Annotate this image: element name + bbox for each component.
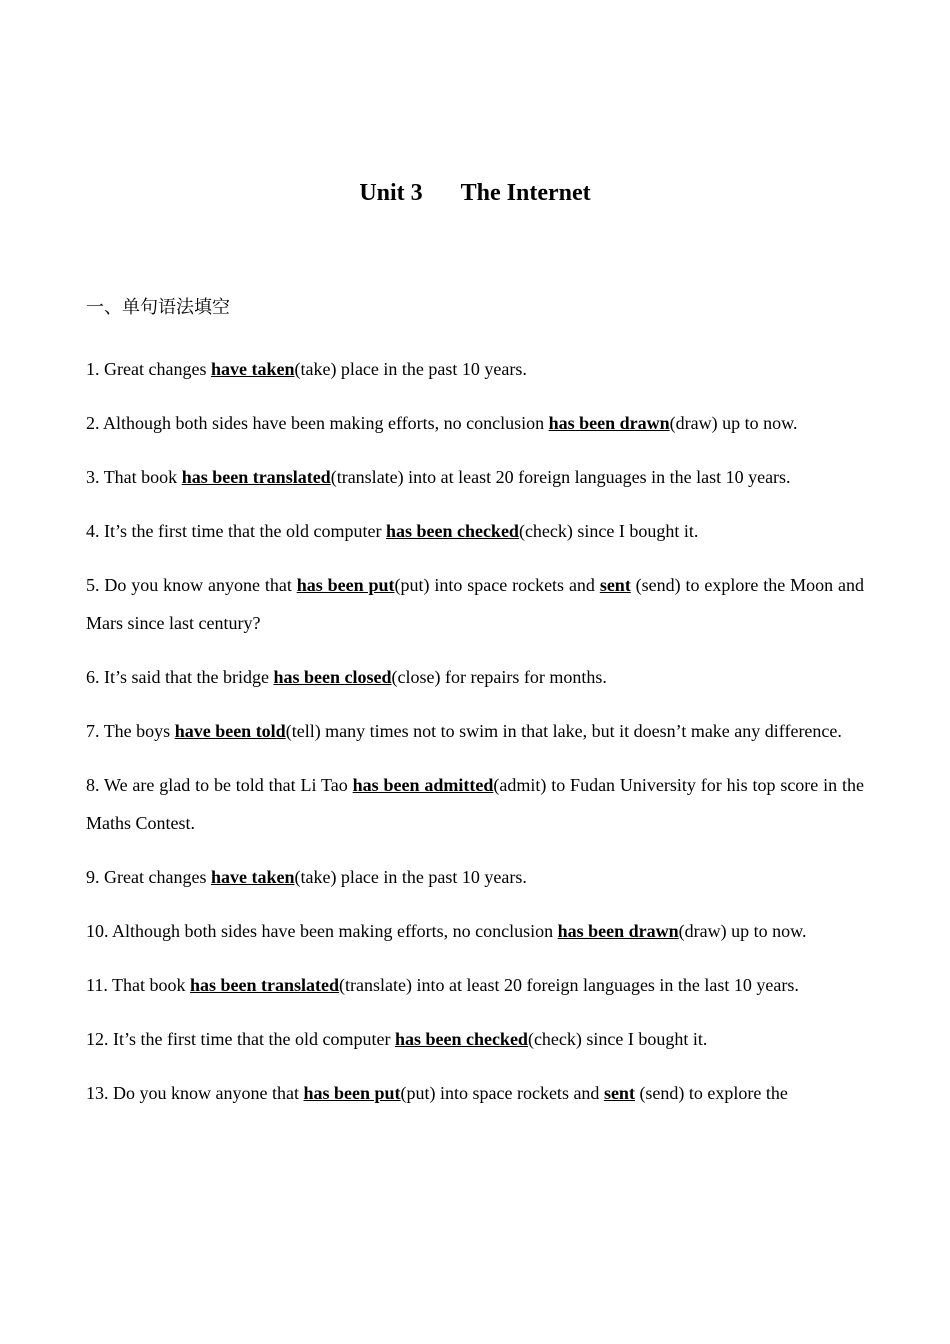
- sentence-text: (send) to explore the Moon and Mars since last century?: [86, 575, 864, 633]
- exercise-item: [86, 658, 864, 696]
- exercise-number: 13.: [86, 1083, 109, 1103]
- exercise-number: 3.: [86, 467, 100, 487]
- sentence-text: (put) into space rockets and: [394, 575, 600, 595]
- section-heading: 一、单句语法填空: [86, 297, 230, 318]
- answer-text: has been drawn: [548, 413, 670, 433]
- exercise-item: [86, 458, 864, 496]
- exercise-item: [86, 404, 864, 442]
- sentence-text: (admit) to Fudan University for his top score in the Maths Contest.: [86, 775, 864, 833]
- exercise-number: 2.: [86, 413, 100, 433]
- answer-text: sent: [603, 1083, 635, 1103]
- sentence-text: (translate) into at least 20 foreign languages in the last 10 years.: [339, 975, 799, 995]
- exercise-number: 11.: [86, 975, 108, 995]
- exercise-number: 8.: [86, 775, 100, 795]
- sentence-text: (send) to explore the: [634, 1083, 788, 1103]
- exercise-item: [86, 966, 864, 1004]
- sentence-text: The boys: [103, 721, 175, 741]
- sentence-text: (translate) into at least 20 foreign languages in the last 10 years.: [330, 467, 791, 487]
- sentence-text: Although both sides have been making efforts, no conclusion: [112, 921, 558, 941]
- answer-text: have taken: [210, 867, 295, 887]
- exercise-item: [86, 766, 864, 842]
- title-name: The Internet: [460, 180, 591, 206]
- sentence-text: (put) into space rockets and: [400, 1083, 604, 1103]
- sentence-text: (tell) many times not to swim in that lake, but it doesn’t make any difference.: [285, 721, 842, 741]
- exercise-item: [86, 858, 864, 896]
- sentence-text: It’s the first time that the old computer: [104, 521, 386, 541]
- sentence-text: (check) since I bought it.: [527, 1029, 708, 1049]
- exercise-number: 1.: [86, 359, 100, 379]
- sentence-text: Although both sides have been making efforts, no conclusion: [103, 413, 549, 433]
- answer-text: has been put: [303, 1083, 401, 1103]
- answer-text: has been drawn: [557, 921, 679, 941]
- sentence-text: It’s said that the bridge: [104, 667, 274, 687]
- sentence-text: We are glad to be told that Li Tao: [104, 775, 353, 795]
- sentence-text: Great changes: [104, 359, 211, 379]
- exercise-item: [86, 512, 864, 550]
- sentence-text: Do you know anyone that: [104, 575, 297, 595]
- exercise-item: [86, 1074, 864, 1112]
- sentence-text: (draw) up to now.: [678, 921, 807, 941]
- sentence-text: (close) for repairs for months.: [391, 667, 607, 687]
- answer-text: has been put: [296, 575, 395, 595]
- exercise-number: 9.: [86, 867, 100, 887]
- sentence-text: (check) since I bought it.: [518, 521, 699, 541]
- exercise-number: 6.: [86, 667, 100, 687]
- sentence-text: Great changes: [104, 867, 211, 887]
- answer-text: have taken: [210, 359, 295, 379]
- exercise-item: [86, 350, 864, 388]
- exercise-item: [86, 912, 864, 950]
- exercise-number: 5.: [86, 575, 100, 595]
- exercise-number: 12.: [86, 1029, 109, 1049]
- exercise-item: [86, 1020, 864, 1058]
- sentence-text: That book: [103, 467, 182, 487]
- exercise-list: [86, 350, 864, 1128]
- exercise-number: 4.: [86, 521, 100, 541]
- answer-text: has been translated: [190, 975, 340, 995]
- answer-text: has been checked: [385, 521, 519, 541]
- sentence-text: (take) place in the past 10 years.: [294, 359, 527, 379]
- answer-text: has been checked: [394, 1029, 528, 1049]
- exercise-number: 7.: [86, 721, 100, 741]
- title-unit: Unit 3: [359, 180, 423, 206]
- exercise-number: 10.: [86, 921, 109, 941]
- sentence-text: It’s the first time that the old computer: [113, 1029, 395, 1049]
- answer-text: have been told: [174, 721, 286, 741]
- exercise-item: [86, 566, 864, 642]
- page-title: [0, 178, 950, 208]
- exercise-item: [86, 712, 864, 750]
- sentence-text: That book: [112, 975, 191, 995]
- sentence-text: (take) place in the past 10 years.: [294, 867, 527, 887]
- sentence-text: Do you know anyone that: [113, 1083, 304, 1103]
- answer-text: sent: [599, 575, 631, 595]
- answer-text: has been closed: [273, 667, 392, 687]
- answer-text: has been translated: [181, 467, 331, 487]
- sentence-text: (draw) up to now.: [669, 413, 798, 433]
- answer-text: has been admitted: [352, 775, 494, 795]
